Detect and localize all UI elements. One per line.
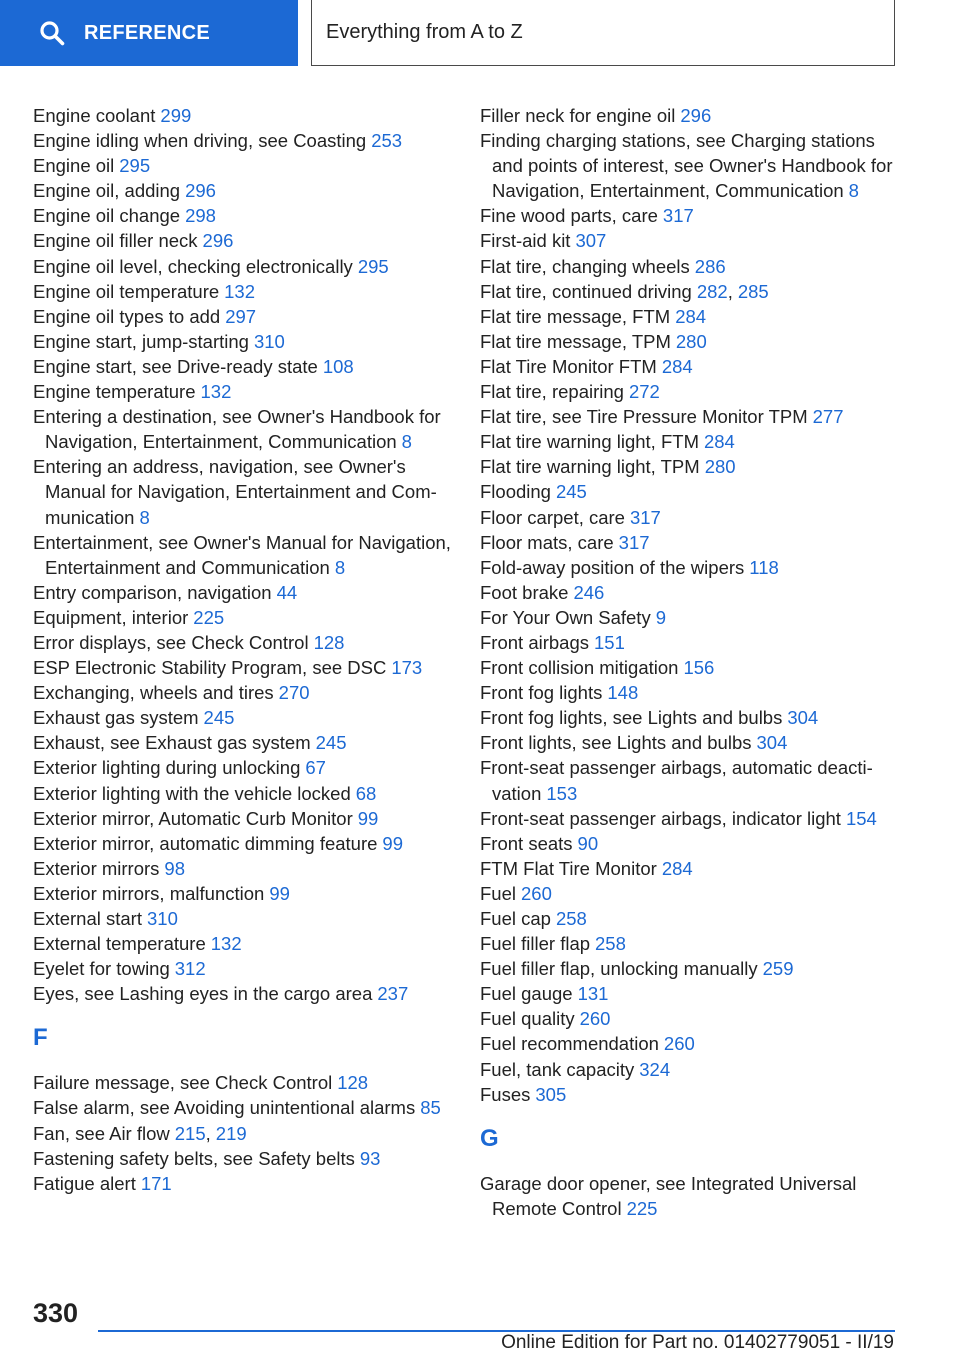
index-entry — [33, 781, 453, 806]
index-entry-text: Flat tire message, FTM — [480, 305, 671, 327]
page-reference-link[interactable]: 90 — [577, 832, 599, 854]
index-entry-text: Fuel recommendation — [480, 1033, 659, 1055]
index-entry — [480, 1082, 900, 1107]
index-entry-text: Flooding — [480, 481, 551, 503]
page-reference-link[interactable]: 153 — [546, 782, 578, 804]
index-entry — [480, 981, 900, 1006]
index-entry — [480, 605, 900, 630]
index-entry — [480, 454, 900, 479]
index-entry — [33, 254, 453, 279]
page-reference-link[interactable]: 307 — [575, 230, 607, 252]
index-entry — [480, 1031, 900, 1056]
index-entry-text: External temperature — [33, 933, 206, 955]
page-reference-link[interactable]: 285 — [737, 280, 769, 302]
index-entry-text: Exterior mirror, automatic dimming feature — [33, 832, 378, 854]
page-reference-link[interactable]: 173 — [391, 657, 423, 679]
reference-tab[interactable] — [0, 0, 298, 66]
index-entry-text: External start — [33, 908, 142, 929]
index-entry-text: Fine wood parts, care — [480, 205, 658, 227]
index-entry — [480, 755, 900, 805]
page-number: 330 — [33, 1298, 79, 1328]
index-entry-text: Engine start, see Drive-ready state — [33, 355, 318, 377]
index-entry — [33, 103, 453, 128]
index-entry-text: Fuel cap — [480, 908, 551, 929]
index-entry-text: Finding charging stations, see Charging stations and points of interest, see Owner's Handbook for Navigation, Entertainment, Communication — [480, 130, 893, 202]
index-entry — [480, 680, 900, 705]
page-reference-link[interactable]: 171 — [140, 1172, 172, 1194]
page-reference-link[interactable]: 296 — [185, 180, 216, 202]
index-entry — [33, 856, 453, 881]
index-entry-text: Eyes, see Lashing eyes in the cargo area — [33, 983, 373, 1005]
page-reference-link[interactable]: 245 — [315, 732, 347, 754]
page-reference-link[interactable]: 317 — [662, 205, 694, 227]
index-entry-text: Engine oil types to add — [33, 305, 221, 327]
index-entry — [33, 931, 453, 956]
page-reference-link[interactable]: 284 — [675, 305, 707, 327]
index-entry-text: Fuses — [480, 1083, 531, 1105]
page-reference-link[interactable]: 8 — [848, 180, 859, 202]
index-entry-text: Exterior mirrors, malfunction — [33, 882, 265, 904]
page-reference-link[interactable]: 280 — [675, 330, 707, 352]
index-entry — [480, 580, 900, 605]
index-entry-text: Engine oil filler neck — [33, 230, 198, 252]
index-entry — [480, 1057, 900, 1082]
index-entry — [480, 806, 900, 831]
page-reference-link[interactable]: 312 — [174, 958, 206, 980]
index-entry — [480, 103, 900, 128]
index-entry-text: Flat tire, changing wheels — [480, 255, 690, 277]
index-entry — [480, 254, 900, 279]
index-entry-text: Filler neck for engine oil — [480, 105, 676, 126]
index-entry — [480, 429, 900, 454]
page-reference-link[interactable]: 270 — [278, 682, 310, 704]
index-entry-text: Fold-away position of the wipers — [480, 556, 745, 578]
page-reference-link[interactable]: 284 — [661, 355, 693, 377]
page-reference-link[interactable]: 280 — [704, 456, 736, 478]
index-entry-text: FTM Flat Tire Monitor — [480, 857, 657, 879]
index-entry-text: Engine temperature — [33, 381, 196, 403]
page-reference-link[interactable]: 8 — [139, 506, 150, 528]
page-reference-link[interactable]: 305 — [535, 1083, 567, 1105]
index-entry-text: Exterior lighting during unlocking — [33, 757, 301, 779]
index-entry — [33, 1070, 453, 1095]
page-reference-link[interactable]: 259 — [762, 958, 794, 980]
page-header — [0, 0, 960, 66]
page-reference-link[interactable]: 284 — [661, 857, 693, 879]
index-entry — [33, 279, 453, 304]
page-reference-link[interactable]: 282 — [696, 280, 728, 302]
page-reference-link[interactable]: 67 — [305, 757, 326, 779]
page-reference-link[interactable]: 132 — [210, 933, 242, 955]
index-entry — [480, 906, 900, 931]
letter-heading: F — [33, 1024, 48, 1052]
page-reference-link[interactable]: 225 — [626, 1197, 658, 1219]
index-entry-text: ESP Electronic Stability Program, see DSC — [33, 657, 387, 679]
index-entry — [33, 705, 453, 730]
index-entry-text: Engine start, jump-starting — [33, 330, 249, 352]
page-reference-link[interactable]: 317 — [629, 506, 661, 528]
letter-heading: G — [480, 1124, 499, 1152]
index-entry-text: Entering a destination, see Owner's Handbook for Navigation, Entertainment, Communication — [33, 406, 441, 453]
page-reference-link[interactable]: 324 — [639, 1058, 671, 1080]
index-entry — [480, 379, 900, 404]
page-reference-link[interactable]: 246 — [573, 581, 605, 603]
page-reference-link[interactable]: 128 — [313, 631, 345, 653]
index-entry-text: Equipment, interior — [33, 606, 189, 628]
page-reference-link[interactable]: 132 — [200, 381, 232, 403]
page-reference-link[interactable]: 8 — [334, 556, 346, 578]
index-column-left — [33, 103, 453, 1196]
index-entry — [33, 906, 453, 931]
page-reference-link[interactable]: 108 — [322, 355, 354, 377]
page-reference-link[interactable]: 99 — [269, 882, 290, 904]
index-entry-text: Entertainment, see Owner's Manual for Navigation, Entertainment and Communication — [33, 531, 451, 578]
index-entry — [33, 454, 453, 529]
page-separator: , — [727, 280, 733, 302]
index-entry — [33, 404, 453, 454]
page-reference-link[interactable]: 131 — [577, 983, 609, 1005]
index-entry-text: Engine oil — [33, 155, 115, 177]
index-entry-text: Garage door opener, see Integrated Universal Remote Control — [480, 1172, 857, 1219]
reference-tab-label: REFERENCE — [84, 21, 211, 44]
index-entry-text: Fuel filler flap, unlocking manually — [480, 958, 758, 980]
index-entry — [480, 856, 900, 881]
index-entry — [480, 128, 900, 203]
page-reference-link[interactable]: 304 — [756, 732, 788, 754]
index-entry — [33, 1095, 453, 1120]
index-entry-text: Front collision mitigation — [480, 657, 679, 679]
index-entry-text: Fastening safety belts, see Safety belts — [33, 1147, 355, 1169]
index-entry-text: Error displays, see Check Control — [33, 631, 309, 653]
footer-edition-text: Online Edition for Part no. 01402779051 - II/19 — [501, 1332, 894, 1353]
page-reference-link[interactable]: 317 — [618, 531, 650, 553]
page-reference-link[interactable]: 258 — [555, 908, 587, 929]
index-entry-text: First-aid kit — [480, 230, 571, 252]
index-entry-text: Fuel quality — [480, 1008, 575, 1030]
page-reference-link[interactable]: 148 — [607, 682, 639, 704]
index-entry-text: Fuel, tank capacity — [480, 1058, 635, 1080]
page-reference-link[interactable]: 310 — [147, 908, 178, 929]
index-entry-text: Floor carpet, care — [480, 506, 625, 528]
index-entry — [33, 228, 453, 253]
index-entry — [33, 1121, 453, 1146]
index-entry — [33, 730, 453, 755]
page-reference-link[interactable]: 99 — [357, 807, 379, 829]
page-reference-link[interactable]: 260 — [663, 1033, 695, 1055]
page-reference-link[interactable]: 98 — [164, 857, 185, 879]
page-reference-link[interactable]: 295 — [357, 255, 389, 277]
page-reference-link[interactable]: 156 — [683, 657, 715, 679]
page-reference-link[interactable]: 298 — [185, 205, 216, 227]
index-entry-text: Eyelet for towing — [33, 958, 170, 980]
page-reference-link[interactable]: 132 — [224, 280, 256, 302]
page-reference-link[interactable]: 245 — [203, 707, 235, 729]
index-entry — [480, 304, 900, 329]
index-entry — [33, 354, 453, 379]
page-reference-link[interactable]: 93 — [359, 1147, 381, 1169]
index-column-right — [480, 103, 900, 1221]
search-icon — [38, 19, 66, 47]
index-entry-text: Engine oil level, checking electronically — [33, 255, 353, 277]
page-reference-link[interactable]: 219 — [215, 1122, 247, 1144]
index-entry-text: Fuel gauge — [480, 983, 573, 1005]
index-entry-text: Exterior mirrors — [33, 857, 160, 879]
page-reference-link[interactable]: 118 — [749, 556, 779, 578]
section-title-tab — [311, 0, 895, 66]
index-entry-text: Engine coolant — [33, 105, 156, 126]
index-entry-text: Exchanging, wheels and tires — [33, 682, 274, 704]
index-entry-text: Failure message, see Check Control — [33, 1072, 333, 1094]
page-reference-link[interactable]: 277 — [812, 406, 844, 428]
index-entry — [480, 655, 900, 680]
page-reference-link[interactable]: 68 — [355, 782, 377, 804]
index-entry-text: Fuel filler flap — [480, 933, 591, 955]
index-entry-text: Flat tire, repairing — [480, 381, 624, 403]
page-reference-link[interactable]: 9 — [655, 606, 666, 628]
page-reference-link[interactable]: 128 — [337, 1072, 369, 1094]
index-entry-text: Fatigue alert — [33, 1172, 136, 1194]
index-entry-text: Exterior mirror, Automatic Curb Monitor — [33, 807, 353, 829]
page-reference-link[interactable]: 272 — [628, 381, 660, 403]
index-entry — [33, 203, 453, 228]
index-entry — [480, 956, 900, 981]
index-entry-text: Front-seat passenger airbags, indicator light — [480, 807, 841, 829]
index-entry-text: Exhaust, see Exhaust gas system — [33, 732, 311, 754]
index-entry — [480, 555, 900, 580]
index-entry — [480, 203, 900, 228]
index-entry — [33, 755, 453, 780]
index-entry — [33, 831, 453, 856]
index-entry — [480, 505, 900, 530]
index-entry-text: Front-seat passenger airbags, automatic deactivation — [480, 757, 873, 804]
page-reference-link[interactable]: 299 — [160, 105, 192, 126]
index-entry — [33, 329, 453, 354]
index-entry-text: Engine oil change — [33, 205, 181, 227]
page-reference-link[interactable]: 295 — [119, 155, 151, 177]
index-entry — [33, 881, 453, 906]
index-entry — [33, 655, 453, 680]
index-entry — [33, 1146, 453, 1171]
page-reference-link[interactable]: 260 — [579, 1008, 611, 1030]
page-reference-link[interactable]: 296 — [680, 105, 712, 126]
index-entry-text: Floor mats, care — [480, 531, 614, 553]
index-entry-text: Flat Tire Monitor FTM — [480, 355, 657, 377]
index-entry — [480, 279, 900, 304]
index-entry — [33, 178, 453, 203]
page-reference-link[interactable]: 296 — [202, 230, 234, 252]
page-reference-link[interactable]: 85 — [420, 1097, 441, 1119]
index-entry — [480, 228, 900, 253]
index-entry-text: Front fog lights — [480, 682, 603, 704]
index-entry — [480, 881, 900, 906]
index-entry-text: False alarm, see Avoiding unintentional alarms — [33, 1097, 416, 1119]
page-reference-link[interactable]: 99 — [382, 832, 403, 854]
index-entry — [480, 404, 900, 429]
index-entry-text: Front airbags — [480, 631, 589, 653]
index-entry — [480, 730, 900, 755]
page-reference-link[interactable]: 284 — [703, 431, 735, 453]
index-entry — [480, 1171, 900, 1221]
index-entry — [33, 981, 453, 1006]
index-entry — [33, 379, 453, 404]
index-entry — [33, 680, 453, 705]
index-entry-text: Fuel — [480, 882, 516, 904]
index-entry — [33, 806, 453, 831]
index-entry — [33, 630, 453, 655]
section-title: Everything from A to Z — [326, 21, 523, 43]
index-entry — [480, 354, 900, 379]
index-entry — [33, 128, 453, 153]
index-entry-text: Flat tire message, TPM — [480, 330, 671, 352]
index-entry-text: Flat tire, continued driving — [480, 280, 692, 302]
page-reference-link[interactable]: 215 — [174, 1122, 206, 1144]
page-reference-link[interactable]: 237 — [377, 983, 409, 1005]
page-reference-link[interactable]: 253 — [371, 130, 403, 152]
index-entry-text: Flat tire warning light, TPM — [480, 456, 700, 478]
page-reference-link[interactable]: 297 — [225, 305, 257, 327]
page-reference-link[interactable]: 154 — [845, 807, 877, 829]
index-entry-text: Fan, see Air flow — [33, 1122, 170, 1144]
index-entry-text: Entering an address, navigation, see Owner's Manual for Navigation, Entertainment and Communication — [33, 456, 437, 528]
page-reference-link[interactable]: 304 — [787, 707, 819, 729]
page-reference-link[interactable]: 286 — [694, 255, 726, 277]
page-reference-link[interactable]: 310 — [253, 330, 285, 352]
page-reference-link[interactable]: 245 — [555, 481, 587, 503]
index-entry — [33, 1171, 453, 1196]
index-entry — [480, 705, 900, 730]
index-entry-text: Foot brake — [480, 581, 569, 603]
index-entry-text: For Your Own Safety — [480, 606, 651, 628]
page-reference-link[interactable]: 44 — [276, 581, 298, 603]
page-reference-link[interactable]: 260 — [521, 882, 552, 904]
index-entry-text: Flat tire, see Tire Pressure Monitor TPM — [480, 406, 808, 428]
index-entry — [480, 630, 900, 655]
index-entry — [33, 530, 453, 580]
index-entry — [480, 831, 900, 856]
index-entry-text: Engine oil temperature — [33, 280, 220, 302]
index-entry-text: Engine oil, adding — [33, 180, 181, 202]
index-entry — [33, 956, 453, 981]
index-entry-text: Flat tire warning light, FTM — [480, 431, 699, 453]
index-entry-text: Front lights, see Lights and bulbs — [480, 732, 752, 754]
page-reference-link[interactable]: 258 — [595, 933, 626, 955]
index-entry — [33, 304, 453, 329]
index-entry-text: Exhaust gas system — [33, 707, 199, 729]
index-entry-text: Exterior lighting with the vehicle locked — [33, 782, 351, 804]
index-entry-text: Front fog lights, see Lights and bulbs — [480, 707, 783, 729]
index-entry-text: Engine idling when driving, see Coasting — [33, 130, 367, 152]
page-reference-link[interactable]: 8 — [401, 431, 412, 453]
index-entry — [33, 605, 453, 630]
index-entry — [480, 931, 900, 956]
index-entry-text: Entry comparison, navigation — [33, 581, 272, 603]
index-entry — [480, 479, 900, 504]
index-entry — [480, 329, 900, 354]
page-reference-link[interactable]: 151 — [594, 631, 625, 653]
index-entry-text: Front seats — [480, 832, 573, 854]
index-entry — [480, 1006, 900, 1031]
index-entry — [480, 530, 900, 555]
index-entry — [33, 580, 453, 605]
page-separator: , — [205, 1122, 211, 1144]
index-entry — [33, 153, 453, 178]
page-reference-link[interactable]: 225 — [193, 606, 225, 628]
